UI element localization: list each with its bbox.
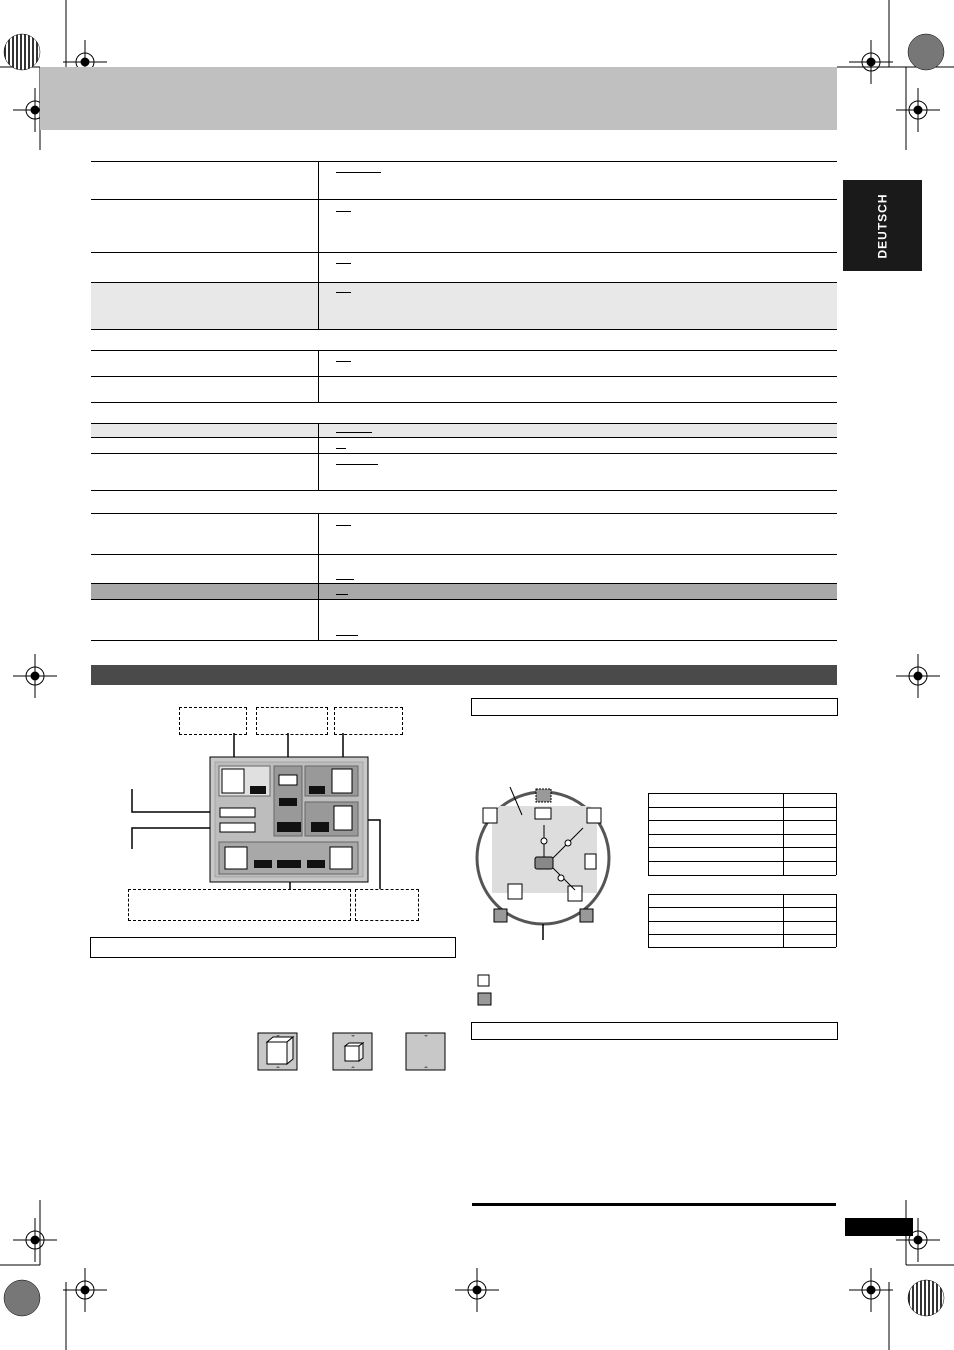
page-number-box: [845, 1218, 913, 1236]
language-tab-label: DEUTSCH: [875, 192, 890, 259]
footnote-rule: [472, 1203, 836, 1206]
subheading-box: [471, 1022, 838, 1040]
speaker-icon: [478, 993, 491, 1005]
speaker-icon: [478, 975, 489, 986]
